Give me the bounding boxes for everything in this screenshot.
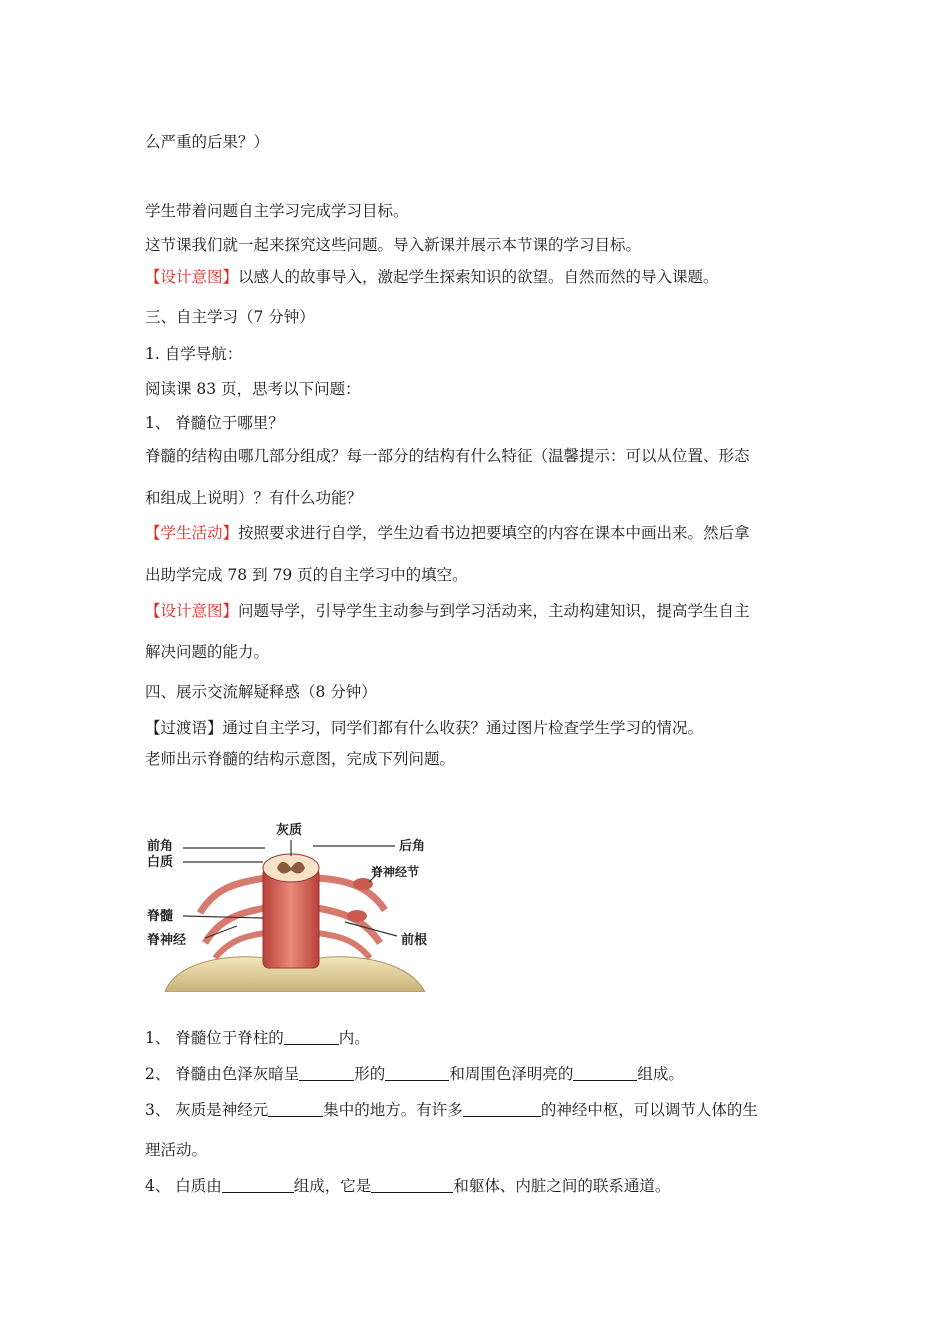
label-spinal-cord: 脊髓 <box>147 909 174 924</box>
transition-line: 【过渡语】通过自主学习，同学们都有什么收获？通过图片检查学生学习的情况。 <box>145 719 704 737</box>
question-text: 1、 脊髓位于脊柱的 <box>145 1029 284 1047</box>
question-3-cont: 理活动。 <box>145 1141 208 1159</box>
question-text: 形的 <box>354 1065 386 1083</box>
section-heading: 四、展示交流解疑释惑（8 分钟） <box>145 683 377 701</box>
fill-blank[interactable] <box>463 1102 541 1117</box>
label-gray-matter: 灰质 <box>276 823 303 838</box>
question-text: 内。 <box>338 1029 370 1047</box>
design-intent-text: 以感人的故事导入，激起学生探索知识的欲望。自然而然的导入课题。 <box>238 268 719 286</box>
label-spinal-nerve: 脊神经 <box>147 933 187 948</box>
design-intent-tag: 【设计意图】 <box>145 602 239 620</box>
label-front-horn: 前角 <box>147 839 174 854</box>
label-ganglion: 脊神经节 <box>371 865 420 879</box>
fill-blank[interactable] <box>284 1030 339 1045</box>
design-intent-text: 问题导学，引导学生主动参与到学习活动来，主动构建知识，提高学生自主 <box>238 602 750 620</box>
student-activity-tag: 【学生活动】 <box>145 524 239 542</box>
question-2 <box>145 1062 684 1084</box>
question-text: 2、 脊髓由色泽灰暗呈 <box>145 1065 300 1083</box>
design-intent-tag: 【设计意图】 <box>145 268 239 286</box>
label-white-matter: 白质 <box>147 855 174 870</box>
text-line: 脊髓的结构由哪几部分组成？每一部分的结构有什么特征（温馨提示：可以从位置、形态 <box>145 447 750 465</box>
section-heading: 三、自主学习（7 分钟） <box>145 308 315 326</box>
text-line: 这节课我们就一起来探究这些问题。导入新课并展示本节课的学习目标。 <box>145 236 642 254</box>
text-line: 阅读课 83 页，思考以下问题： <box>145 380 361 398</box>
fill-blank[interactable] <box>268 1102 323 1117</box>
fill-blank[interactable] <box>385 1066 449 1081</box>
spinal-cord-illustration <box>145 818 439 992</box>
question-text: 组成，它是 <box>293 1177 372 1195</box>
text-line: 1. 自学导航： <box>145 345 243 363</box>
question-text: 组成。 <box>637 1065 684 1083</box>
question-text: 的神经中枢，可以调节人体的生 <box>540 1101 758 1119</box>
text-line: 么严重的后果？） <box>145 133 270 151</box>
text-line: 1、 脊髓位于哪里？ <box>145 414 284 432</box>
question-3 <box>145 1098 758 1120</box>
student-activity-line <box>145 521 750 543</box>
design-intent-line <box>145 599 750 621</box>
fill-blank[interactable] <box>222 1178 294 1193</box>
question-text: 和躯体、内脏之间的联系通道。 <box>453 1177 671 1195</box>
question-text: 集中的地方。有许多 <box>323 1101 463 1119</box>
fill-blank[interactable] <box>299 1066 354 1081</box>
text-line: 出助学完成 78 到 79 页的自主学习中的填空。 <box>145 566 468 584</box>
question-1 <box>145 1026 370 1048</box>
question-text: 和周围色泽明亮的 <box>449 1065 574 1083</box>
label-front-root: 前根 <box>401 933 428 948</box>
student-activity-text: 按照要求进行自学，学生边看书边把要填空的内容在课本中画出来。然后拿 <box>238 524 750 542</box>
spinal-cord-diagram <box>145 818 439 992</box>
text-line: 老师出示脊髓的结构示意图，完成下列问题。 <box>145 750 456 768</box>
design-intent-line <box>145 265 719 287</box>
question-text: 4、 白质由 <box>145 1177 222 1195</box>
label-back-horn: 后角 <box>399 839 426 854</box>
text-line: 学生带着问题自主学习完成学习目标。 <box>145 202 409 220</box>
fill-blank[interactable] <box>371 1178 453 1193</box>
question-text: 3、 灰质是神经元 <box>145 1101 269 1119</box>
question-4 <box>145 1174 670 1196</box>
fill-blank[interactable] <box>573 1066 637 1081</box>
text-line: 和组成上说明）？有什么功能？ <box>145 489 363 507</box>
text-line: 解决问题的能力。 <box>145 643 270 661</box>
